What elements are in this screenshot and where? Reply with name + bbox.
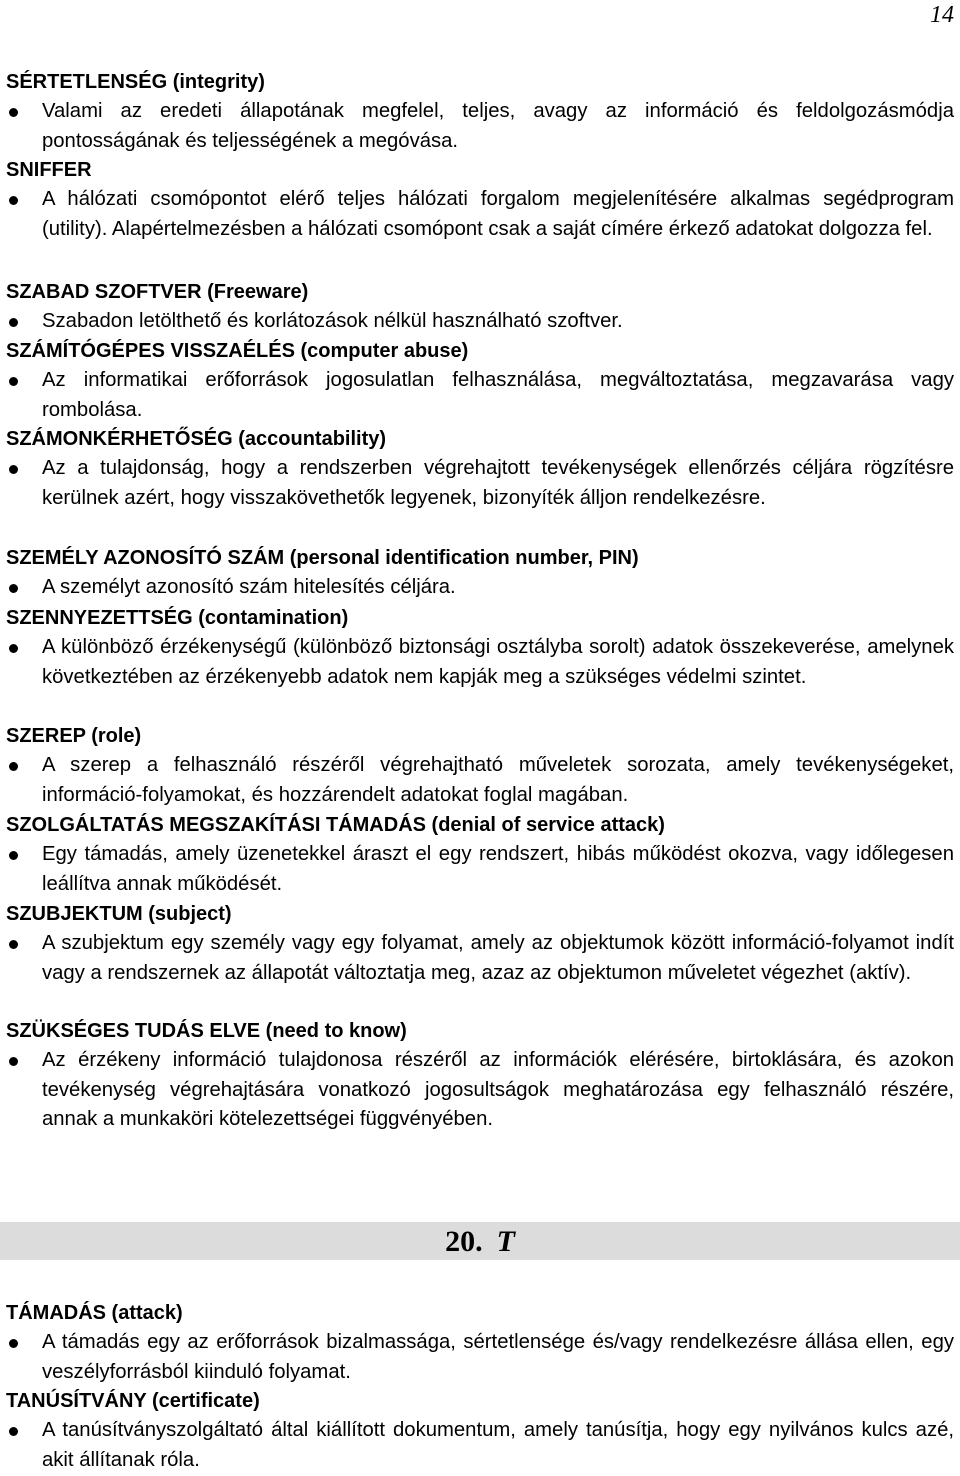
entry-definition: Szabadon letölthető és korlátozások nélkül használható szoftver. bbox=[6, 307, 954, 336]
chapter-heading bbox=[0, 1222, 960, 1260]
glossary-entry-integrity bbox=[6, 68, 954, 156]
entry-term: SZÁMÍTÓGÉPES VISSZAÉLÉS (computer abuse) bbox=[6, 340, 469, 362]
entry-term: SZUBJEKTUM (subject) bbox=[6, 903, 232, 925]
entry-definition: A személyt azonosító szám hitelesítés céljára. bbox=[6, 573, 954, 602]
bullet-icon bbox=[9, 377, 18, 386]
bullet-icon bbox=[9, 1057, 18, 1066]
chapter-letter: T bbox=[496, 1225, 515, 1258]
bullet-icon bbox=[9, 762, 18, 771]
entry-definition: Az érzékeny információ tulajdonosa részéről az információk elérésére, birtoklására, és azokon tevékenység végrehajtására vonatkozó jogosultságok meghatározása egy felhasználó részére, annak a munkaköri kötelezettségei függvényében. bbox=[6, 1046, 954, 1134]
glossary-entry-pin bbox=[6, 544, 954, 603]
entry-definition: Az informatikai erőforrások jogosulatlan felhasználása, megváltoztatása, megzavarása vagy rombolása. bbox=[6, 366, 954, 425]
entry-term: SZOLGÁLTATÁS MEGSZAKÍTÁSI TÁMADÁS (denial of service attack) bbox=[6, 814, 665, 836]
entry-term: SZEREP (role) bbox=[6, 725, 142, 747]
glossary-entry-sniffer bbox=[6, 156, 954, 244]
entry-term: SZÁMONKÉRHETŐSÉG (accountability) bbox=[6, 428, 387, 450]
glossary-entry-attack bbox=[6, 1299, 954, 1387]
page-number: 14 bbox=[930, 2, 954, 28]
entry-definition: A hálózati csomópontot elérő teljes hálózati forgalom megjelenítésére alkalmas segédprogram (utility). Alapértelmezésben a hálózati csomópont csak a saját címére érkező adatokat dolgozza fel. bbox=[6, 185, 954, 244]
entry-term: SÉRTETLENSÉG (integrity) bbox=[6, 71, 265, 93]
entry-term: SZEMÉLY AZONOSÍTÓ SZÁM (personal identification number, PIN) bbox=[6, 547, 639, 569]
glossary-entry-contamination bbox=[6, 604, 954, 692]
bullet-icon bbox=[9, 318, 18, 327]
bullet-icon bbox=[9, 940, 18, 949]
glossary-entry-certificate bbox=[6, 1387, 954, 1475]
chapter-number: 20. bbox=[445, 1225, 483, 1258]
glossary-entry-accountability bbox=[6, 425, 954, 513]
glossary-entry-role bbox=[6, 722, 954, 810]
entry-definition: A szubjektum egy személy vagy egy folyamat, amely az objektumok között információ-folyamot indít vagy a rendszernek az állapotát változtatja meg, azaz az objektumon műveletet végezhet (aktív). bbox=[6, 929, 954, 988]
entry-term: SNIFFER bbox=[6, 159, 92, 181]
entry-term: SZABAD SZOFTVER (Freeware) bbox=[6, 281, 309, 303]
bullet-icon bbox=[9, 196, 18, 205]
glossary-entry-subject bbox=[6, 900, 954, 988]
entry-definition: Valami az eredeti állapotának megfelel, teljes, avagy az információ és feldolgozásmódja pontosságának és teljességének a megóvása. bbox=[6, 97, 954, 156]
entry-definition: A szerep a felhasználó részéről végrehajtható műveletek sorozata, amely tevékenységeket, információ-folyamokat, és hozzárendelt adatokat foglal magában. bbox=[6, 751, 954, 810]
entry-definition: Az a tulajdonság, hogy a rendszerben végrehajtott tevékenységek ellenőrzés céljára rögzítésre kerülnek azért, hogy visszakövethetők legyenek, bizonyíték álljon rendelkezésre. bbox=[6, 454, 954, 513]
bullet-icon bbox=[9, 584, 18, 593]
entry-term: SZÜKSÉGES TUDÁS ELVE (need to know) bbox=[6, 1020, 407, 1042]
bullet-icon bbox=[9, 108, 18, 117]
bullet-icon bbox=[9, 851, 18, 860]
glossary-entry-computer-abuse bbox=[6, 337, 954, 425]
glossary-entry-freeware bbox=[6, 278, 954, 337]
entry-definition: A támadás egy az erőforrások bizalmassága, sértetlensége és/vagy rendelkezésre állása ellen, egy veszélyforrásból kiinduló folyamat. bbox=[6, 1328, 954, 1387]
bullet-icon bbox=[9, 465, 18, 474]
entry-definition: A tanúsítványszolgáltató által kiállított dokumentum, amely tanúsítja, hogy egy nyilvános kulcs azé, akit állítanak róla. bbox=[6, 1416, 954, 1475]
glossary-entry-need-to-know bbox=[6, 1017, 954, 1134]
bullet-icon bbox=[9, 1339, 18, 1348]
bullet-icon bbox=[9, 644, 18, 653]
entry-definition: A különböző érzékenységű (különböző biztonsági osztályba sorolt) adatok összekeverése, amelynek következtében az érzékenyebb adatok nem kapják meg a szükséges védelmi szintet. bbox=[6, 633, 954, 692]
entry-definition: Egy támadás, amely üzenetekkel áraszt el egy rendszert, hibás működést okozva, vagy időlegesen leállítva annak működését. bbox=[6, 840, 954, 899]
bullet-icon bbox=[9, 1427, 18, 1436]
glossary-entry-denial-of-service bbox=[6, 811, 954, 899]
entry-term: TÁMADÁS (attack) bbox=[6, 1302, 183, 1324]
entry-term: TANÚSÍTVÁNY (certificate) bbox=[6, 1390, 260, 1412]
entry-term: SZENNYEZETTSÉG (contamination) bbox=[6, 607, 349, 629]
